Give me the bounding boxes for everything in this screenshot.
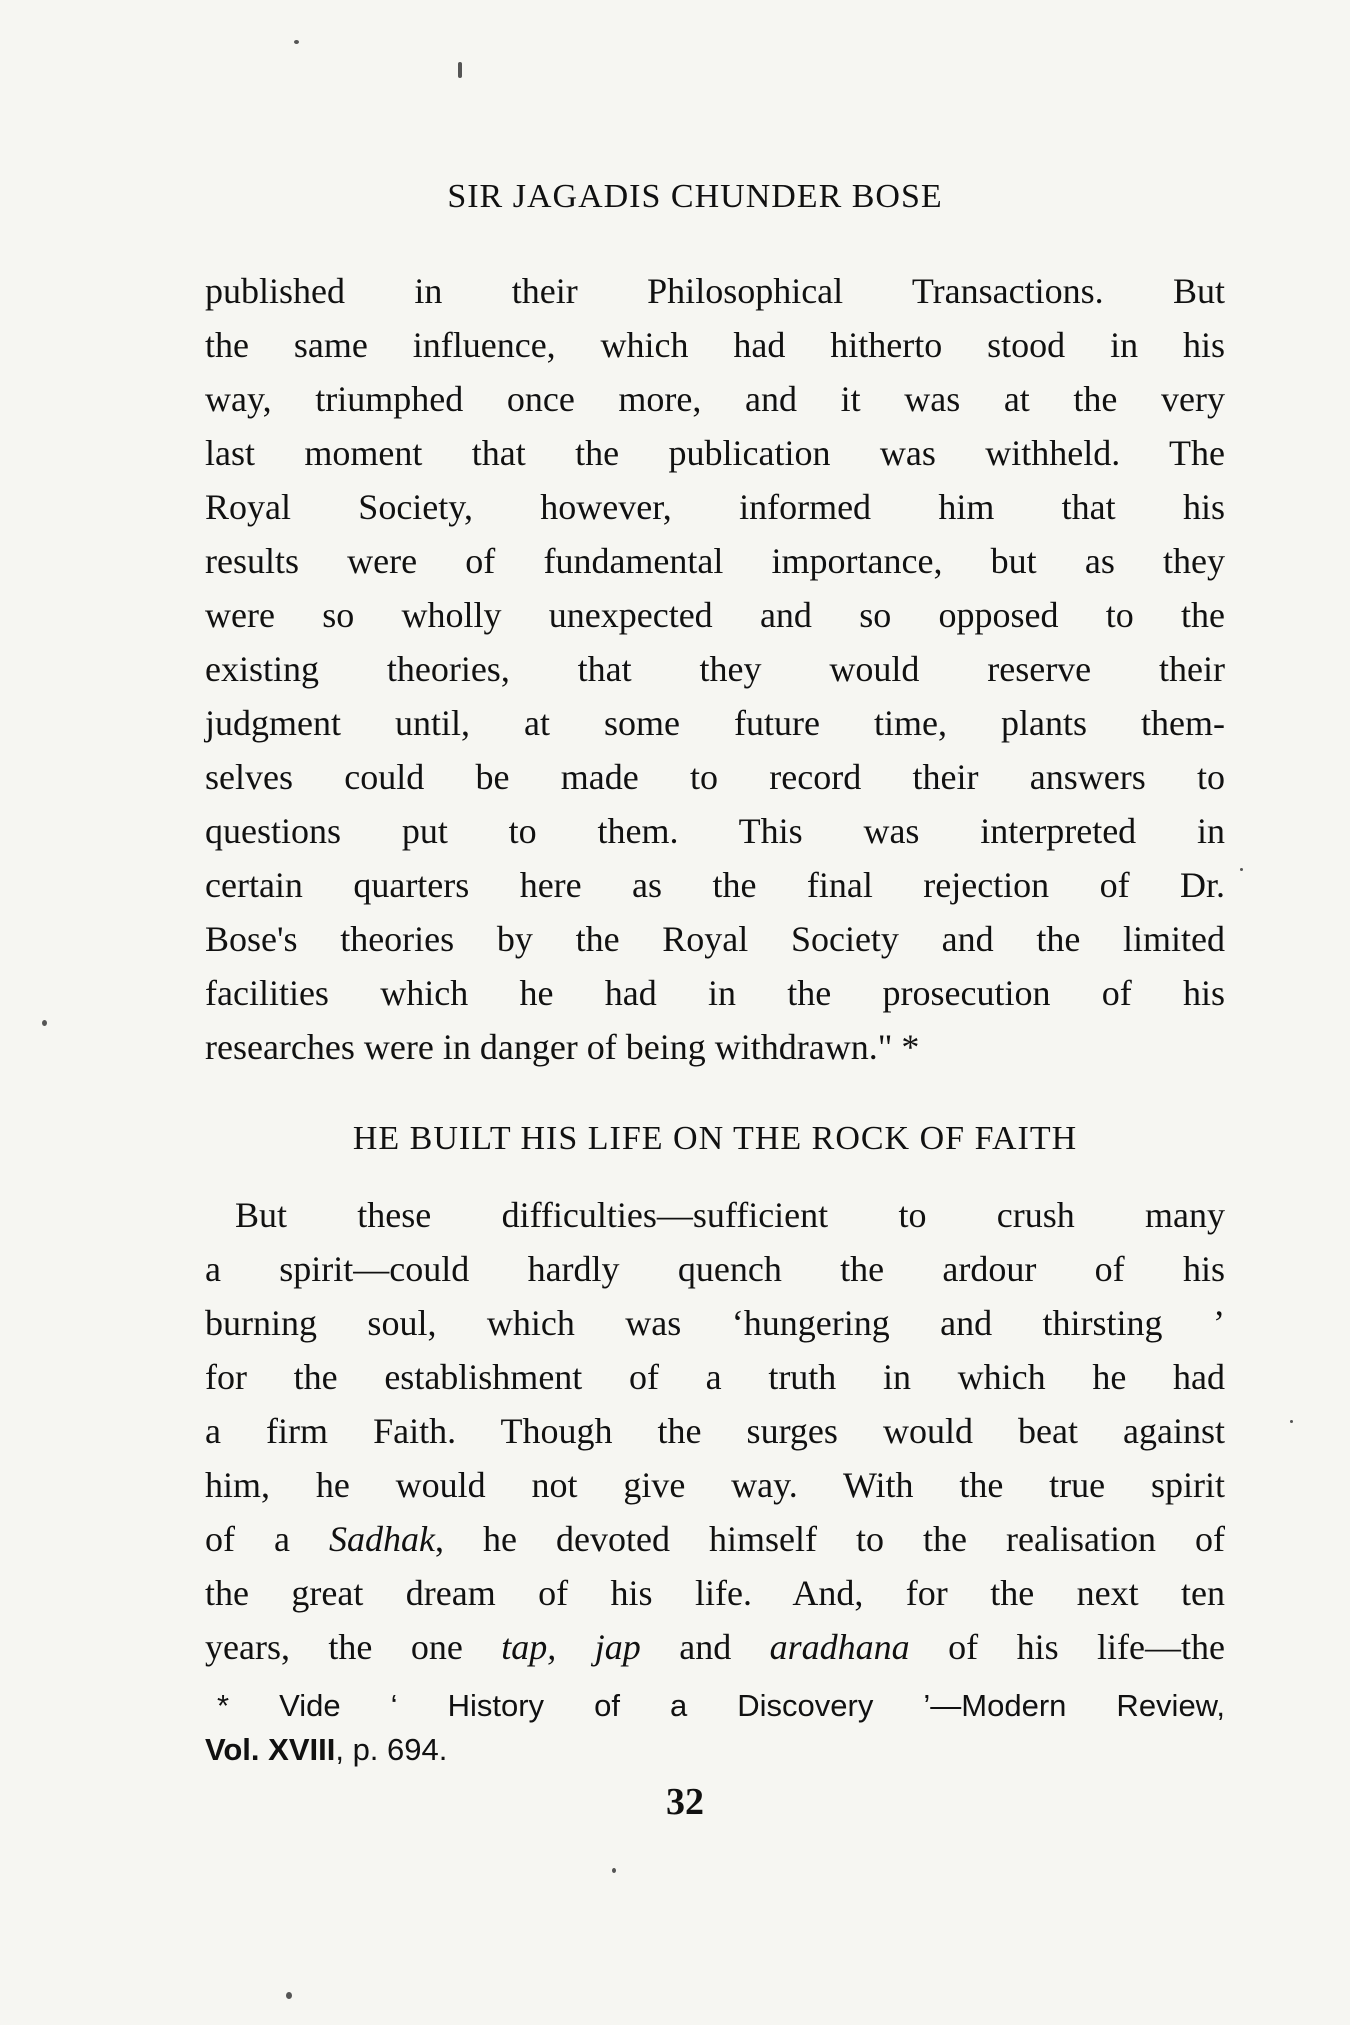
paragraph-line: way, triumphed once more, and it was at the very: [205, 379, 1225, 419]
paragraph-line: Bose's theories by the Royal Society and the limited: [205, 919, 1225, 959]
paragraph-line: certain quarters here as the final rejection of Dr.: [205, 865, 1225, 905]
paragraph-line: judgment until, at some future time, plants them-: [205, 703, 1225, 743]
footnote-line: [205, 1728, 1225, 1772]
italic-term: tap, jap: [501, 1627, 641, 1667]
running-head: SIR JAGADIS CHUNDER BOSE: [447, 178, 943, 215]
italic-term: aradhana: [769, 1627, 910, 1667]
paragraph-line: facilities which he had in the prosecution of his: [205, 973, 1225, 1013]
section-heading: HE BUILT HIS LIFE ON THE ROCK OF FAITH: [352, 1120, 1078, 1157]
footnote-line: [205, 1684, 1225, 1728]
scan-speck: [1290, 1420, 1293, 1423]
paragraph-line: selves could be made to record their answers to: [205, 757, 1225, 797]
paragraph-line: last moment that the publication was withheld. The: [205, 433, 1225, 473]
paragraph-line: results were of fundamental importance, but as they: [205, 541, 1225, 581]
footnote-marker: *: [217, 1688, 230, 1723]
paragraph-line: a spirit—could hardly quench the ardour of his: [205, 1249, 1225, 1289]
paragraph-line: researches were in danger of being withdrawn." *: [205, 1027, 920, 1067]
line-text: of a: [205, 1519, 330, 1559]
paragraph-line: burning soul, which was ‘hungering and thirsting ’: [205, 1303, 1225, 1343]
line-text: years, the one: [205, 1627, 502, 1667]
line-text: and: [640, 1627, 770, 1667]
paragraph-line: But these difficulties—sufficient to crush many: [235, 1195, 1225, 1235]
footnote-text: , p. 694.: [335, 1732, 448, 1767]
italic-term: Sadhak: [329, 1519, 435, 1559]
paragraph-line: [205, 1512, 1225, 1566]
paragraph-line: Royal Society, however, informed him that his: [205, 487, 1225, 527]
scan-speck: [458, 62, 462, 78]
page-number: 32: [666, 1781, 704, 1823]
paragraph-line: the great dream of his life. And, for the next ten: [205, 1573, 1225, 1613]
paragraph-line: were so wholly unexpected and so opposed to the: [205, 595, 1225, 635]
footnote-text: Vide ‘ History of a Discovery ’—Modern Review,: [279, 1688, 1225, 1723]
footnote-volume: Vol. XVIII: [205, 1732, 336, 1767]
paragraph-line: the same influence, which had hitherto stood in his: [205, 325, 1225, 365]
footnote: [205, 1684, 1225, 1772]
scan-speck: [286, 1992, 292, 1999]
line-text: , he devoted himself to the realisation of: [435, 1519, 1225, 1559]
paragraph-line: existing theories, that they would reserve their: [205, 649, 1225, 689]
paragraph-line: him, he would not give way. With the true spirit: [205, 1465, 1225, 1505]
paragraph-line: for the establishment of a truth in which he had: [205, 1357, 1225, 1397]
scan-speck: [42, 1020, 47, 1026]
scan-speck: [1240, 868, 1243, 871]
paragraph-2: [205, 1188, 1225, 1674]
scan-speck: [612, 1868, 616, 1873]
scan-speck: [294, 40, 299, 44]
paragraph-1: [205, 264, 1225, 1074]
paragraph-line: [205, 1620, 1225, 1674]
paragraph-line: questions put to them. This was interpreted in: [205, 811, 1225, 851]
paragraph-line: a firm Faith. Though the surges would beat against: [205, 1411, 1225, 1451]
line-text: of his life—the: [909, 1627, 1226, 1667]
paragraph-line: published in their Philosophical Transactions. But: [205, 271, 1225, 311]
